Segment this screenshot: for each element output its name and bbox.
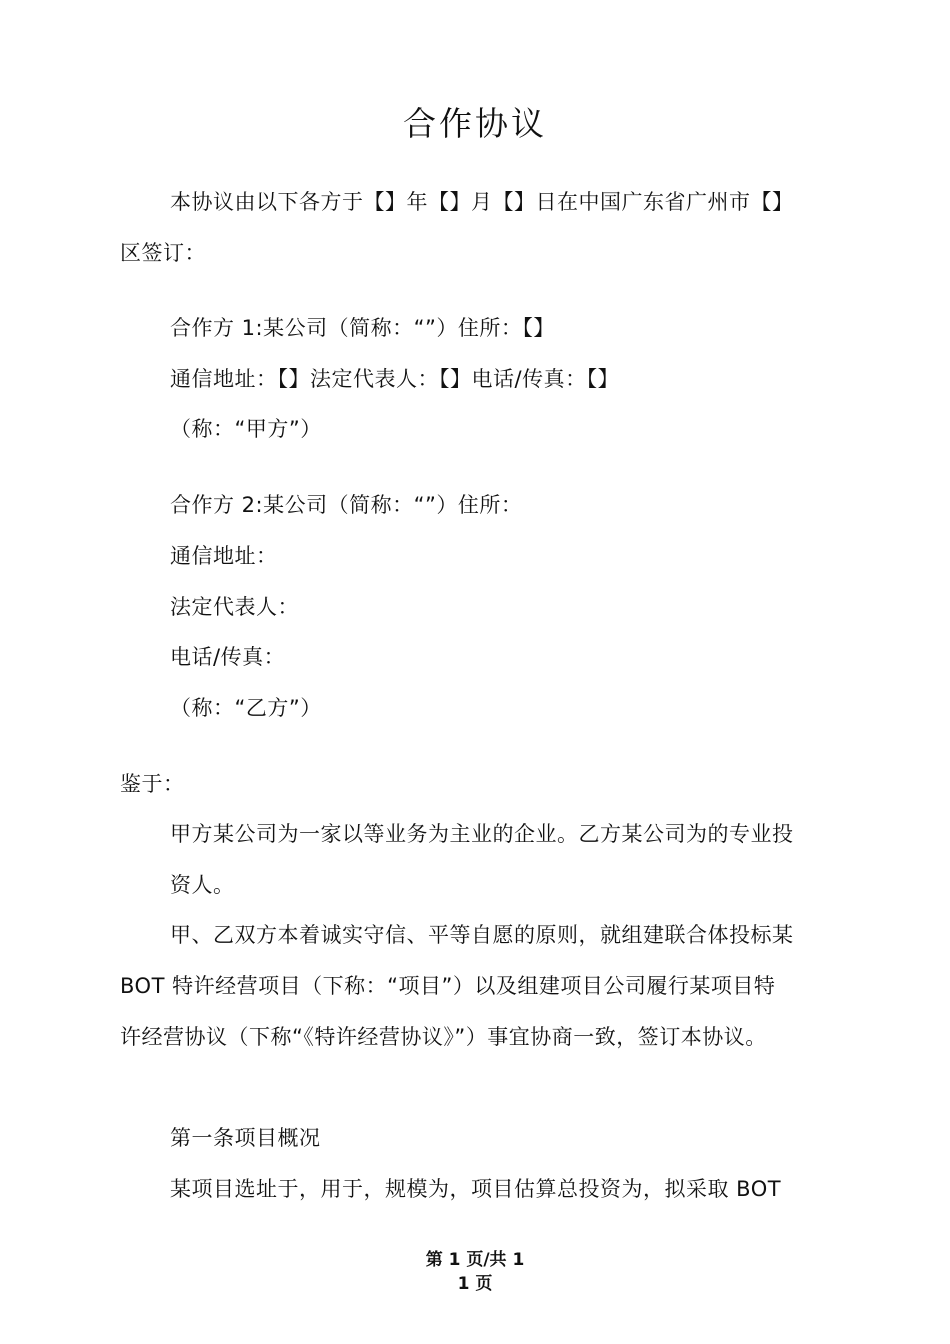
article1-line-1: 某项目选址于，用于，规模为，项目估算总投资为，拟采取 BOT xyxy=(170,1177,782,1201)
whereas-p2-line-2: BOT 特许经营项目（下称：“项目”）以及组建项目公司履行某项目特 xyxy=(120,974,776,998)
party2-line-3: 法定代表人： xyxy=(170,595,299,619)
party1-line-1: 合作方 1:某公司（简称：“”）住所：【】 xyxy=(170,316,555,340)
party2-line-2: 通信地址： xyxy=(170,544,278,568)
whereas-heading: 鉴于： xyxy=(120,772,185,796)
whereas-p2-line-1: 甲、乙双方本着诚实守信、平等自愿的原则，就组建联合体投标某 xyxy=(170,923,794,947)
intro-line-1: 本协议由以下各方于【】年【】月【】日在中国广东省广州市【】 xyxy=(170,190,794,214)
party1-line-3: （称：“甲方”） xyxy=(170,417,322,441)
whereas-p2-line-3: 许经营协议（下称“《特许经营协议》”）事宜协商一致，签订本协议。 xyxy=(120,1025,767,1049)
whereas-p1-line-2: 资人。 xyxy=(170,873,235,897)
page-number-line-2: 1 页 xyxy=(457,1274,493,1294)
party2-line-1: 合作方 2:某公司（简称：“”）住所： xyxy=(170,493,523,517)
article1-heading: 第一条项目概况 xyxy=(170,1126,321,1150)
party2-line-4: 电话/传真： xyxy=(170,645,286,669)
page-number-line-1: 第 1 页/共 1 xyxy=(425,1250,525,1270)
intro-line-2: 区签订： xyxy=(120,241,206,265)
party1-line-2: 通信地址：【】法定代表人：【】电话/传真：【】 xyxy=(170,367,620,391)
document-title: 合作协议 xyxy=(403,104,547,143)
whereas-p1-line-1: 甲方某公司为一家以等业务为主业的企业。乙方某公司为的专业投 xyxy=(170,822,794,846)
party2-line-5: （称：“乙方”） xyxy=(170,696,322,720)
